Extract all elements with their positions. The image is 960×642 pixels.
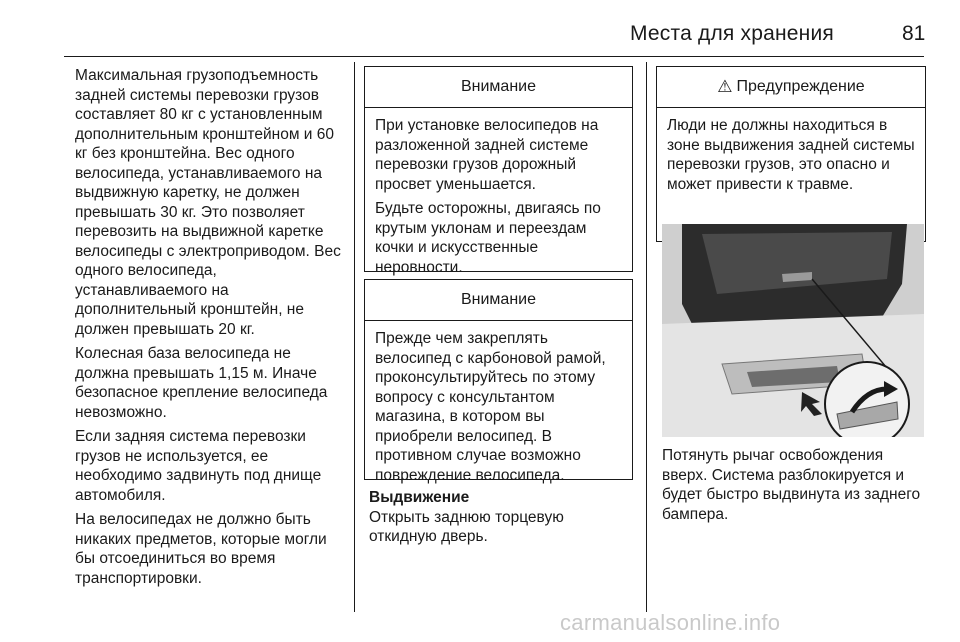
paragraph-loose-items: На велосипедах не должно быть никаких предметов, которые могли бы отсоединиться во время транспортировки.: [75, 511, 327, 587]
warning-title: Предупреждение: [736, 78, 865, 95]
page-number: 81: [902, 22, 926, 45]
column-divider-left: [354, 62, 355, 612]
warning-triangle-icon: ⚠: [717, 77, 733, 96]
watermark: carmanualsonline.info: [560, 610, 781, 635]
paragraph-retract: Если задняя система перевозки грузов не используется, ее необходимо задвинуть под днище автомобиля.: [75, 428, 322, 504]
warning-body: [657, 108, 925, 194]
notice-1-paragraph: При установке велосипедов на разложенной задней системе перевозки грузов дорожный просвет уменьшается.: [375, 117, 599, 193]
left-column: [75, 66, 343, 593]
notice-body-1: [365, 108, 632, 277]
notice-2-paragraph: Прежде чем закреплять велосипед с карбоновой рамой, проконсультируйтесь по этому вопросу с консультантом магазина, в котором вы приобрели велосипед. В противном случае возможно повреждение велосипеда.: [375, 330, 606, 484]
bumper-release-illustration: [662, 224, 924, 437]
column-divider-right: [646, 62, 647, 612]
warning-box: [656, 66, 926, 242]
warning-header: [657, 67, 925, 108]
page-header-title: Места для хранения: [630, 22, 834, 45]
paragraph-load-capacity: Максимальная грузоподъемность задней системы перевозки грузов составляет 80 кг с установленным дополнительным кронштейном и 60 кг без кронштейна. Вес одного велосипеда, устанавливаемого на выдвижную каретку, не должен превышать 30 кг. Это позволяет перевозить на выдвижной каретке велосипеды с электроприводом. Вес одного велосипеда, устанавливаемого на дополнительный кронштейн, не должен превышать 20 кг.: [75, 67, 341, 338]
caption-text: Потянуть рычаг освобождения вверх. Система разблокируется и будет быстро выдвинута из заднего бампера.: [662, 447, 921, 523]
extension-section: [369, 488, 631, 547]
illustration-caption: [662, 446, 924, 524]
notice-box-1: [364, 66, 633, 276]
section-title-extension: Выдвижение: [369, 489, 470, 506]
warning-text: Люди не должны находиться в зоне выдвижения задней системы перевозки грузов, это опасно и может привести к травме.: [667, 117, 915, 193]
notice-body-2: [365, 321, 632, 485]
notice-title-2: Внимание: [365, 280, 632, 321]
notice-1-paragraph: Будьте осторожны, двигаясь по крутым уклонам и переездам кочки и искусственные неровности.: [375, 200, 601, 276]
paragraph-wheelbase: Колесная база велосипеда не должна превышать 1,15 м. Иначе безопасное крепление велосипеда невозможно.: [75, 345, 328, 421]
notice-title-1: Внимание: [365, 67, 632, 108]
header-divider: [64, 56, 924, 57]
section-text-extension: Открыть заднюю торцевую откидную дверь.: [369, 508, 564, 545]
notice-box-2: [364, 279, 633, 484]
